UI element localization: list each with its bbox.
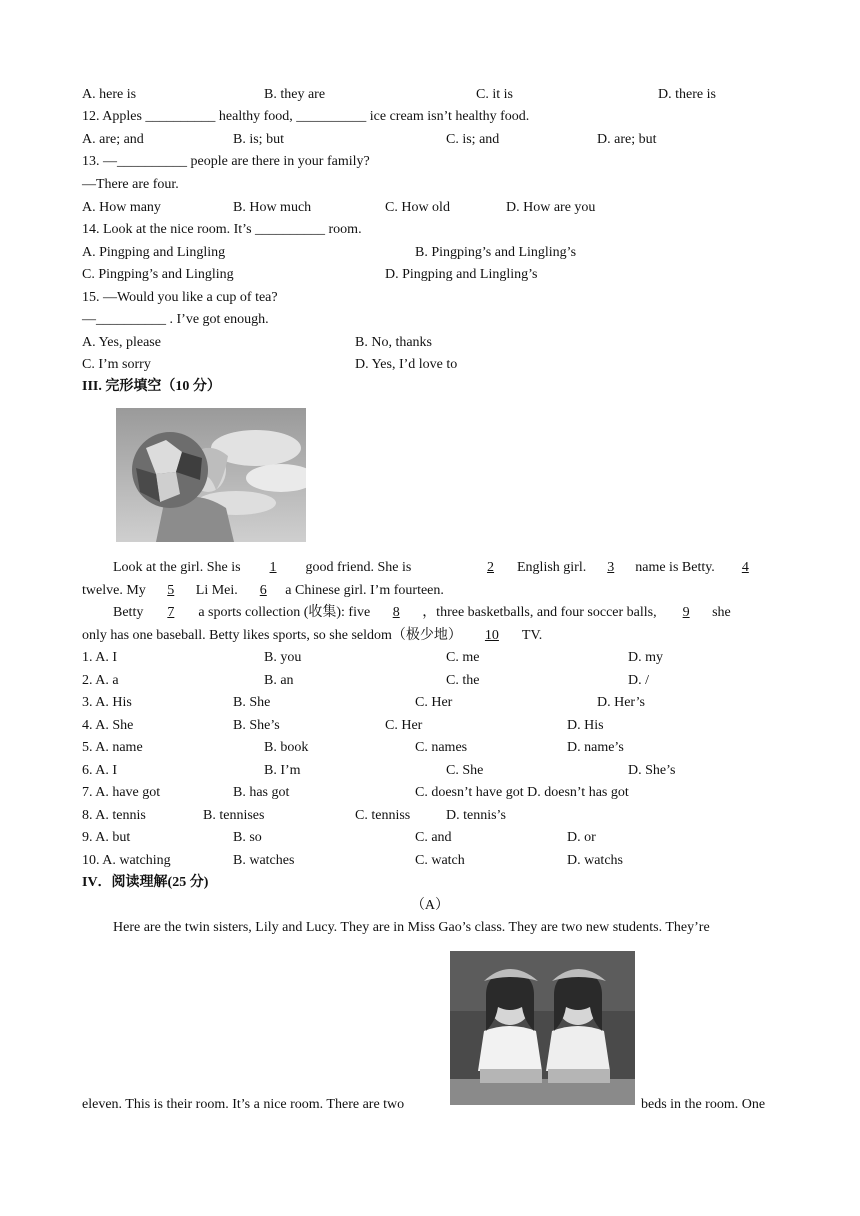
cloze-option: C. doesn’t have got D. doesn’t has got [415, 785, 629, 800]
q14-option-c: C. Pingping’s and Lingling [82, 267, 234, 282]
cloze-line-1 [113, 559, 411, 577]
cloze-option: C. the [446, 673, 480, 688]
cloze-text: twelve. My [82, 583, 146, 598]
q14-option-b: B. Pingping’s and Lingling’s [415, 245, 577, 260]
q15-stem: 15. —Would you like a cup of tea? [82, 290, 278, 305]
cloze-text: Li Mei. [195, 583, 242, 598]
cloze-text: a sports collection (收集): five [198, 605, 371, 620]
cloze-blank-2: 2 [487, 560, 494, 575]
cloze-option: B. you [264, 650, 302, 665]
cloze-option: B. She’s [233, 718, 280, 733]
q13-answer-line: —There are four. [82, 177, 179, 192]
q15-option-d: D. Yes, I’d love to [355, 357, 458, 372]
q11-option-a: A. here is [82, 87, 137, 102]
q15-option-a: A. Yes, please [82, 335, 161, 350]
q12-option-b: B. is; but [233, 132, 284, 147]
q12-option-d: D. are; but [597, 132, 657, 147]
cloze-option: B. She [233, 695, 271, 710]
q15-option-b: B. No, thanks [355, 335, 432, 350]
q11-option-d: D. there is [658, 87, 716, 102]
cloze-option: B. tennises [203, 808, 265, 823]
cloze-option: 8. A. tennis [82, 808, 146, 823]
q13-option-a: A. How many [82, 200, 161, 215]
cloze-line-2 [82, 582, 444, 600]
cloze-option: 4. A. She [82, 718, 134, 733]
cloze-option: D. She’s [628, 763, 676, 778]
reading-a-line-1: Here are the twin sisters, Lily and Lucy. They are in Miss Gao’s class. They are two new students. They’re [113, 920, 710, 935]
cloze-blank-10: 10 [484, 628, 499, 643]
cloze-text: TV. [521, 628, 543, 643]
cloze-option: 9. A. but [82, 830, 131, 845]
q12-option-a: A. are; and [82, 132, 144, 147]
cloze-option: D. or [567, 830, 596, 845]
cloze-option: C. Her [385, 718, 423, 733]
cloze-option: C. Her [415, 695, 453, 710]
cloze-option: D. name’s [567, 740, 624, 755]
cloze-text: name is Betty. [631, 560, 715, 575]
reading-a-line-2a: eleven. This is their room. It’s a nice room. There are two [82, 1097, 405, 1112]
cloze-option: B. has got [233, 785, 290, 800]
cloze-text: Look at the girl. She is [113, 560, 245, 575]
cloze-line-1b [487, 559, 749, 577]
q12-stem: 12. Apples __________ healthy food, __________ ice cream isn’t healthy food. [82, 109, 530, 124]
reading-part-label: （A） [410, 898, 450, 913]
cloze-option: D. my [628, 650, 663, 665]
cloze-option: D. His [567, 718, 604, 733]
cloze-blank-7: 7 [167, 605, 175, 620]
twin-sisters-photo [450, 951, 635, 1105]
cloze-option: C. names [415, 740, 468, 755]
cloze-option: B. so [233, 830, 262, 845]
q14-option-d: D. Pingping and Lingling’s [385, 267, 538, 282]
cloze-option: 5. A. name [82, 740, 143, 755]
cloze-option: D. Her’s [597, 695, 645, 710]
cloze-option: C. watch [415, 853, 465, 868]
reading-a-line-2b: beds in the room. One [641, 1097, 766, 1112]
cloze-option: B. book [264, 740, 309, 755]
q14-stem: 14. Look at the nice room. It’s __________ room. [82, 222, 362, 237]
cloze-option: C. She [446, 763, 484, 778]
q15-option-c: C. I’m sorry [82, 357, 151, 372]
cloze-blank-1: 1 [269, 560, 277, 575]
cloze-option: 2. A. a [82, 673, 119, 688]
q13-option-d: D. How are you [506, 200, 596, 215]
cloze-text: good friend. She is [302, 560, 412, 575]
cloze-option: 3. A. His [82, 695, 132, 710]
cloze-blank-5: 5 [167, 583, 175, 598]
section-4-title: IV．阅读理解(25 分) [82, 875, 209, 890]
cloze-blank-4: 4 [741, 560, 749, 575]
cloze-option: B. watches [233, 853, 295, 868]
cloze-text: a Chinese girl. I’m fourteen. [285, 583, 444, 598]
cloze-option: C. tenniss [355, 808, 411, 823]
q13-option-b: B. How much [233, 200, 312, 215]
cloze-option: B. an [264, 673, 294, 688]
cloze-blank-9: 9 [682, 605, 690, 620]
cloze-text: ，three basketballs, and four soccer balls, [422, 605, 661, 620]
cloze-text: English girl. [517, 560, 590, 575]
cloze-line-3 [113, 604, 731, 622]
q11-option-c: C. it is [476, 87, 513, 102]
cloze-option: 6. A. I [82, 763, 117, 778]
cloze-blank-8: 8 [392, 605, 400, 620]
q15-answer-line: —__________ . I’ve got enough. [82, 312, 269, 327]
q12-option-c: C. is; and [446, 132, 500, 147]
cloze-text: only has one baseball. Betty likes sports, so she seldom（极少地） [82, 628, 462, 643]
cloze-option: 10. A. watching [82, 853, 171, 868]
cloze-blank-6: 6 [259, 583, 267, 598]
cloze-option: C. and [415, 830, 452, 845]
q13-stem: 13. —__________ people are there in your family? [82, 154, 370, 169]
cloze-text: she [712, 605, 731, 620]
girl-with-ball-photo [116, 408, 306, 542]
cloze-option: 1. A. I [82, 650, 117, 665]
section-3-title: III. 完形填空（10 分） [82, 379, 221, 394]
cloze-option: B. I’m [264, 763, 301, 778]
q11-option-b: B. they are [264, 87, 326, 102]
cloze-option: D. tennis’s [446, 808, 506, 823]
cloze-line-4 [82, 627, 542, 645]
cloze-text: Betty [113, 605, 144, 620]
cloze-blank-3: 3 [607, 560, 615, 575]
cloze-option: C. me [446, 650, 480, 665]
cloze-option: D. / [628, 673, 649, 688]
cloze-option: 7. A. have got [82, 785, 161, 800]
cloze-option: D. watchs [567, 853, 623, 868]
q13-option-c: C. How old [385, 200, 450, 215]
q14-option-a: A. Pingping and Lingling [82, 245, 226, 260]
